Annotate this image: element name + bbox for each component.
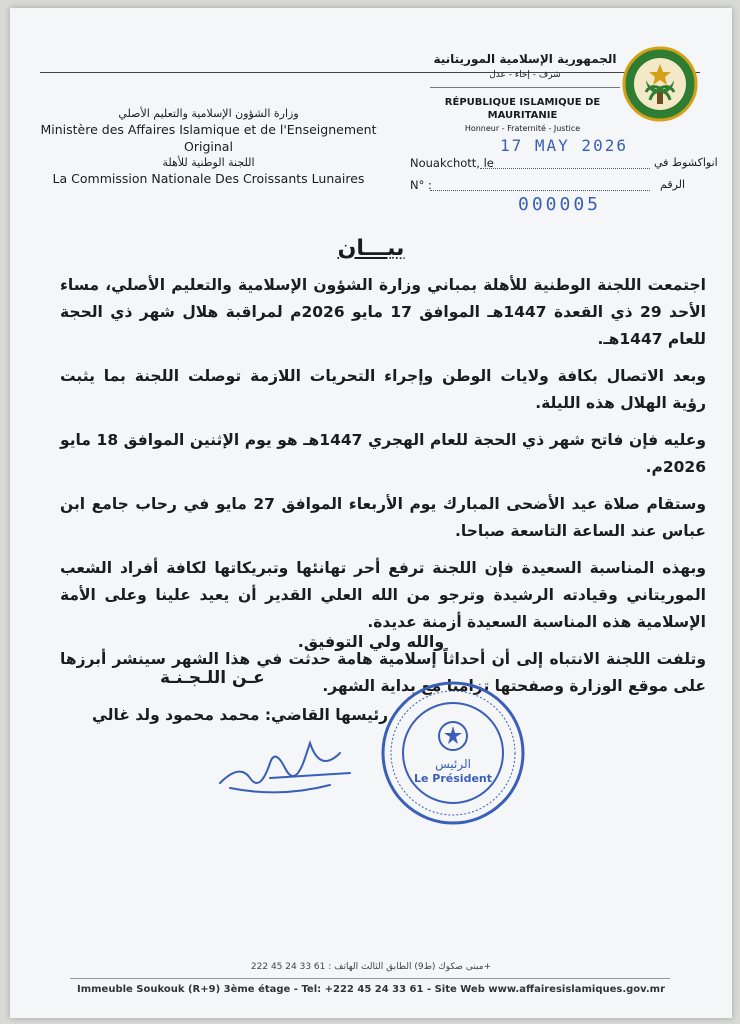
- date-dotted-line: [480, 168, 650, 169]
- closing-line: والله ولي التوفيق.: [297, 632, 445, 651]
- on-behalf-label: عـن اللـجـنـة: [160, 668, 265, 688]
- paragraph: اجتمعت اللجنة الوطنية للأهلة بمباني وزارة الشؤون الإسلامية والتعليم الأصلي، مساء الأحد 29 ذي القعدة 1447هـ الموافق 17 مايو 2026م لمراقبة هلال شهر ذي الحجة للعام 1447هـ.: [60, 276, 706, 348]
- paragraph: وتلفت اللجنة الانتباه إلى أن أحداثاً إسلامية هامة حدثت في هذا الشهر سينشر أبرزها على موقع الوزارة وصفحتها تزامنا مع بداية الشهر.: [60, 650, 706, 695]
- number-label-ar: الرقم: [660, 178, 686, 191]
- national-emblem-icon: [622, 46, 698, 122]
- republic-motto-fr: Honneur - Fraternité - Justice: [464, 124, 581, 133]
- ministry-name-fr: Ministère des Affaires Islamique et de l'Enseignement Original: [40, 122, 377, 154]
- stamp-center-ar: الرئيس: [435, 757, 471, 771]
- paragraph: وبعد الاتصال بكافة ولايات الوطن وإجراء التحريات اللازمة توصلت اللجنة بما يثبت رؤية الهلال هذه الليلة.: [60, 367, 706, 412]
- footer-divider: [70, 978, 670, 979]
- document-page: [10, 8, 732, 1018]
- paragraph: وعليه فإن فاتح شهر ذي الحجة للعام الهجري 1447هـ هو يوم الإثنين الموافق 18 مايو 2026م.: [60, 431, 707, 476]
- republic-name-fr: RÉPUBLIQUE ISLAMIQUE DE MAURITANIE: [444, 97, 601, 121]
- signatory-name: رئيسها القاضي: محمد محمود ولد غالي: [92, 706, 389, 724]
- footer-address-ar: مبنى صكوك (ط9) الطابق الثالث الهاتف : 61 33 24 45 222+: [250, 962, 492, 972]
- republic-motto-ar: شرف - إخاء - عدل: [489, 70, 561, 80]
- republic-name-ar: الجمهورية الإسلامية الموريتانية: [433, 52, 617, 66]
- page-title: بيـــان: [337, 236, 405, 261]
- number-label-fr: N° :: [410, 178, 432, 192]
- date-stamp-value: 17 MAY 2026: [500, 136, 628, 155]
- paragraph: وستقام صلاة عيد الأضحى المبارك يوم الأربعاء الموافق 27 مايو في رحاب جامع ابن عباس عند الساعة التاسعة صباحا.: [60, 495, 706, 540]
- date-label-ar: انواكشوط في: [654, 156, 718, 169]
- ministry-name-ar: وزارة الشؤون الإسلامية والتعليم الأصلي: [118, 107, 299, 120]
- date-label-fr: Nouakchott, le: [410, 156, 494, 170]
- footer-address-fr: Immeuble Soukouk (R+9) 3ème étage - Tel: +222 45 24 33 61 - Site Web www.affairesislamiques.gov.mr: [76, 984, 666, 995]
- paragraph: وبهذه المناسبة السعيدة فإن اللجنة ترفع أحر تهانئها وتبريكاتها لكافة أفراد الشعب الموريتاني وقيادته الرشيدة وترجو من الله العلي القدير أن يعيد علينا وعلى الأمة الإسلامية هذه المناسبة السعيدة أزمنة عديدة.: [60, 559, 706, 631]
- handwritten-signature-icon: [210, 723, 360, 803]
- commission-name-fr: La Commission Nationale Des Croissants Lunaires: [52, 171, 365, 186]
- number-dotted-line: [430, 190, 650, 191]
- republic-divider: [430, 87, 620, 88]
- document-number-value: 000005: [518, 194, 602, 215]
- commission-name-ar: اللجنة الوطنية للأهلة: [162, 156, 255, 169]
- ministry-header: [36, 106, 381, 187]
- official-stamp-icon: [378, 678, 528, 828]
- republic-block-fr: [410, 96, 635, 135]
- stamp-center-fr: Le Président: [414, 772, 492, 785]
